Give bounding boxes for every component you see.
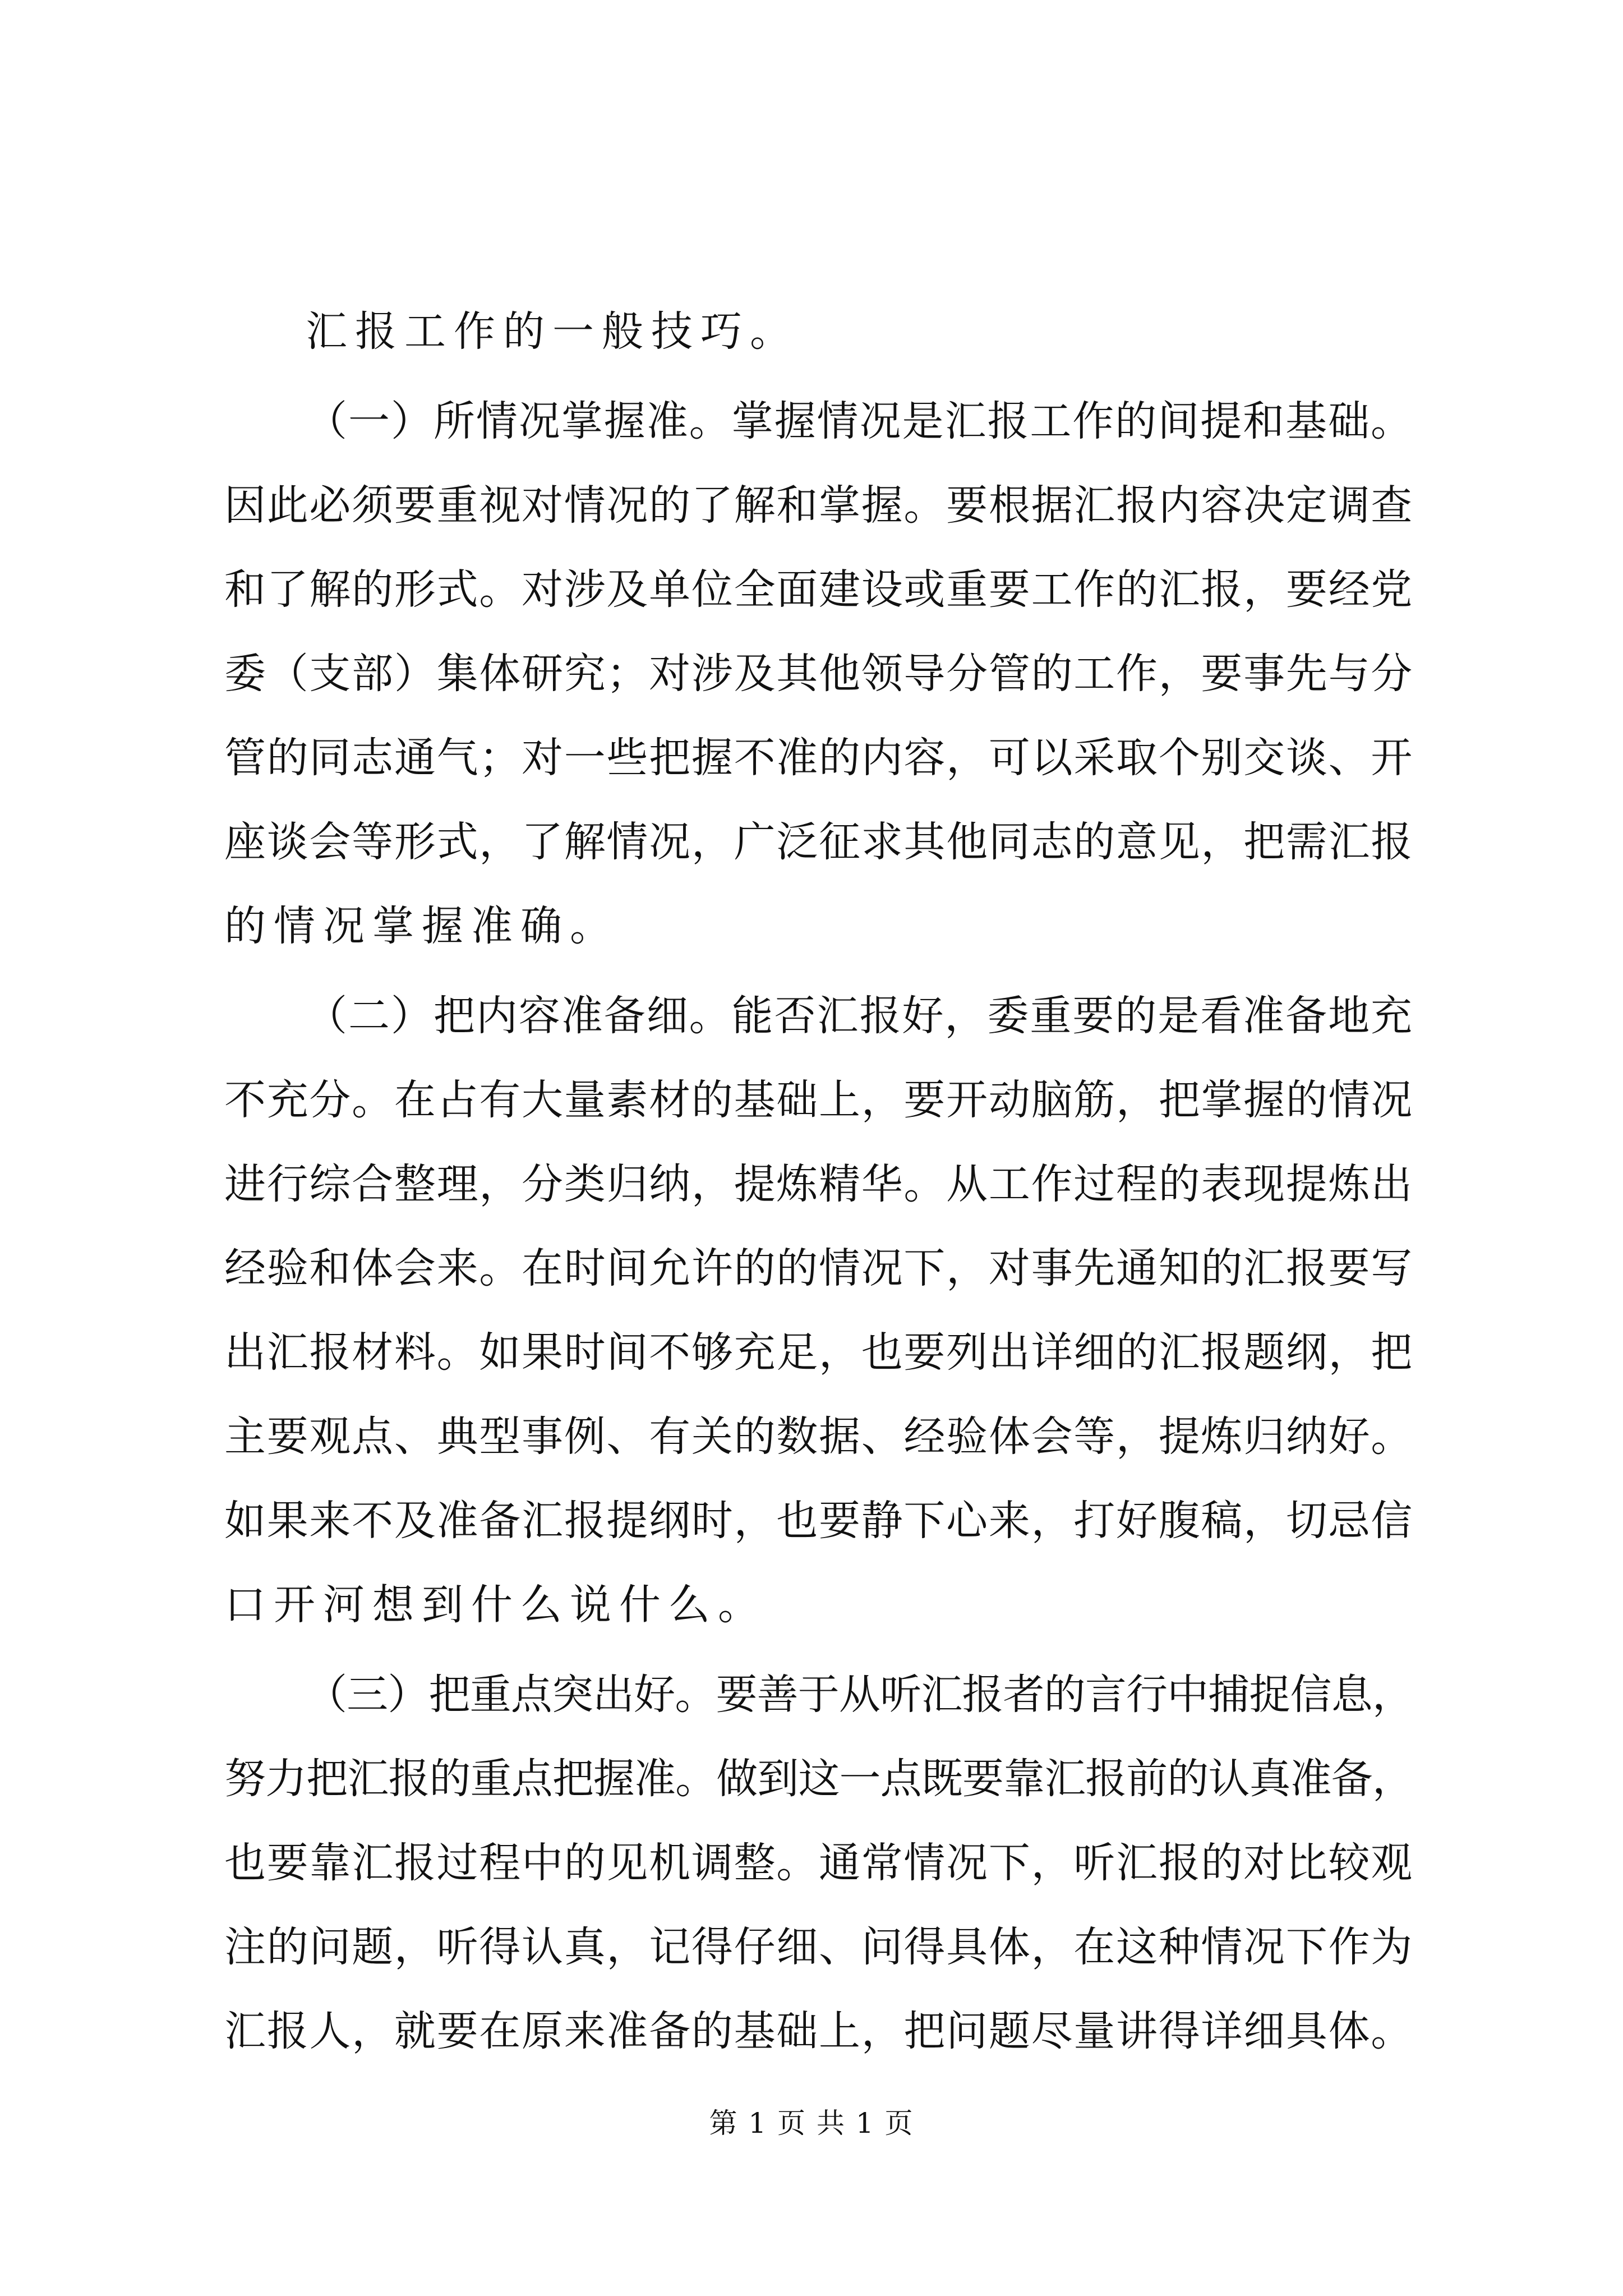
text-line: 也要靠汇报过程中的见机调整。通常情况下，听汇报的对比较观 bbox=[224, 1839, 1413, 1887]
text-line: 座谈会等形式，了解情况，广泛征求其他同志的意见，把需汇报 bbox=[224, 818, 1413, 866]
text-line: 经验和体会来。在时间允许的的情况下，对事先通知的汇报要写 bbox=[224, 1244, 1413, 1292]
text-line: 注的问题，听得认真，记得仔细、问得具体，在这种情况下作为 bbox=[224, 1923, 1413, 1971]
text-line: 汇报工作的一般技巧。 bbox=[306, 307, 799, 356]
page-number-footer: 第 1 页 共 1 页 bbox=[709, 2107, 914, 2139]
text-line: 不充分。在占有大量素材的基础上，要开动脑筋，把掌握的情况 bbox=[224, 1076, 1413, 1124]
text-line: 主要观点、典型事例、有关的数据、经验体会等，提炼归纳好。 bbox=[224, 1412, 1413, 1461]
text-line: 的情况掌握准确。 bbox=[224, 902, 619, 950]
text-line: 如果来不及准备汇报提纲时，也要静下心来，打好腹稿，切忌信 bbox=[224, 1497, 1413, 1545]
text-line: 和了解的形式。对涉及单位全面建设或重要工作的汇报，要经党 bbox=[224, 565, 1413, 614]
text-line: （二）把内容准备细。能否汇报好，委重要的是看准备地充 bbox=[306, 992, 1413, 1040]
text-line: （一）所情况掌握准。掌握情况是汇报工作的间提和基础。 bbox=[306, 397, 1413, 445]
text-line: 汇报人，就要在原来准备的基础上，把问题尽量讲得详细具体。 bbox=[224, 2007, 1413, 2055]
text-line: （三）把重点突出好。要善于从听汇报者的言行中捕捉信息， bbox=[306, 1671, 1413, 1719]
text-line: 出汇报材料。如果时间不够充足，也要列出详细的汇报题纲，把 bbox=[224, 1328, 1413, 1377]
text-line: 委（支部）集体研究；对涉及其他领导分管的工作，要事先与分 bbox=[224, 650, 1413, 698]
text-line: 口开河想到什么说什么。 bbox=[224, 1581, 767, 1629]
text-line: 努力把汇报的重点把握准。做到这一点既要靠汇报前的认真准备， bbox=[224, 1755, 1413, 1803]
text-line: 管的同志通气；对一些把握不准的内容，可以采取个别交谈、开 bbox=[224, 734, 1413, 782]
text-line: 因此必须要重视对情况的了解和掌握。要根据汇报内容决定调查 bbox=[224, 481, 1413, 530]
text-line: 进行综合整理，分类归纳，提炼精华。从工作过程的表现提炼出 bbox=[224, 1160, 1413, 1208]
